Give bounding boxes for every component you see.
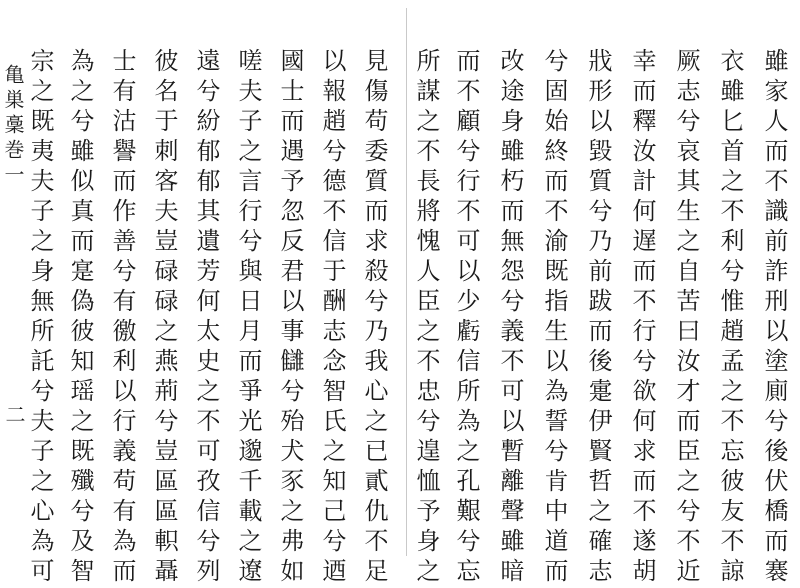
text-column-11: 以報趙兮德不信于酬志念智氏之知己兮迺: [318, 48, 346, 588]
text-column-5: 戕形以毀質兮乃前跋而後疐伊賢哲之確志: [584, 48, 612, 588]
text-column-4: 幸而釋汝計何遅而不行兮欲何求而不遂胡: [628, 48, 656, 588]
text-column-13: 嗟夫子之言行兮與日月而爭光邈千載之遼: [234, 48, 262, 588]
text-column-10: 見傷苟委質而求殺兮乃我心之已貳仇不足: [360, 48, 388, 588]
page-number: 二: [2, 404, 26, 424]
text-column-16: 士有沽譽而作善兮有徼利以行義苟有為而: [108, 48, 136, 588]
text-column-18: 宗之既夷夫子之身無所託兮夫子之心為可: [26, 48, 54, 588]
text-column-8: 而不顧兮行不可以少虧信所為之孔艱兮忘: [452, 48, 480, 588]
text-column-3: 厥志兮哀其生之自苦曰汝才而臣之兮不近: [672, 48, 700, 588]
text-column-7: 改途身雖朽而無怨兮義不可以暫離聲雖暗: [496, 48, 524, 588]
text-column-6: 兮固始終而不渝既指生以為誓兮肯中道而: [540, 48, 568, 588]
text-column-15: 彼名于刺客夫豈碌碌之燕荊兮豈區區軹聶: [150, 48, 178, 588]
text-column-14: 遠兮紛郁郁其遺芳何太史之不可孜信兮列: [192, 48, 220, 588]
text-column-1: 雖家人而不識前詐刑以塗廁兮後伏橋而褰: [760, 48, 788, 588]
running-head: 亀巣稾巻一: [1, 64, 25, 189]
text-column-17: 為之兮雖似真而寔偽彼知瑶之既殲兮及智: [66, 48, 94, 588]
text-column-2: 衣雖匕首之不利兮惟趙孟之不忘彼友不諒: [716, 48, 744, 588]
page-fold-divider: [406, 8, 407, 556]
text-column-9: 所謀之不長將愧人臣之不忠兮遑恤予身之: [412, 48, 440, 588]
text-column-12: 國士而遇予忽反君以事讎兮殆犬豕之弗如: [276, 48, 304, 588]
